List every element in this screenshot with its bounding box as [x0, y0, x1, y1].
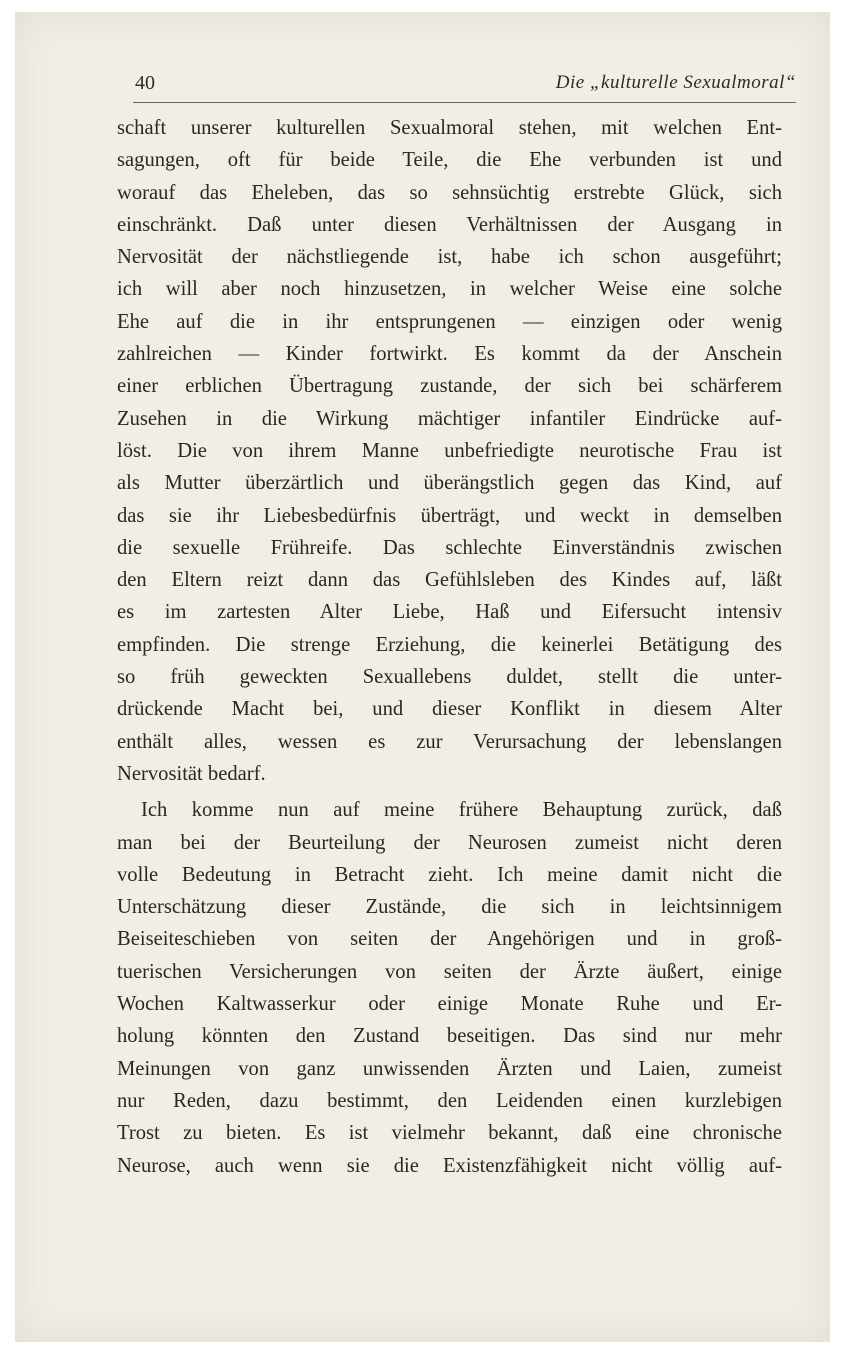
text-line: Trost zu bieten. Es ist vielmehr bekannt, daß eine chronische	[117, 1122, 782, 1145]
text-line: den Eltern reizt dann das Gefühlsleben des Kindes auf, läßt	[117, 569, 782, 592]
text-line: Meinungen von ganz unwissenden Ärzten und Laien, zumeist	[117, 1057, 782, 1080]
text-line: volle Bedeutung in Betracht zieht. Ich meine damit nicht die	[117, 863, 782, 886]
text-line: schaft unserer kulturellen Sexualmoral stehen, mit welchen Ent-	[117, 117, 782, 139]
text-line: löst. Die von ihrem Manne unbefriedigte neurotische Frau ist	[117, 439, 782, 462]
text-line: die sexuelle Frühreife. Das schlechte Einverständnis zwischen	[117, 536, 782, 559]
paragraph-2	[117, 794, 782, 1182]
text-line: tuerischen Versicherungen von seiten der Ärzte äußert, einige	[117, 960, 782, 983]
text-line: Nervosität bedarf.	[117, 762, 266, 785]
page-header	[133, 62, 796, 103]
text-line: drückende Macht bei, und dieser Konflikt in diesem Alter	[117, 698, 782, 721]
text-line: als Mutter überzärtlich und überängstlich gegen das Kind, auf	[117, 472, 782, 495]
text-line: es im zartesten Alter Liebe, Haß und Eifersucht intensiv	[117, 601, 782, 624]
text-line: man bei der Beurteilung der Neurosen zumeist nicht deren	[117, 831, 782, 854]
text-line: einer erblichen Übertragung zustande, der sich bei schärferem	[117, 375, 782, 398]
running-title: Die „kulturelle Sexualmoral“	[555, 72, 796, 93]
text-line: Neurose, auch wenn sie die Existenzfähigkeit nicht völlig auf-	[117, 1154, 782, 1177]
text-line: Zusehen in die Wirkung mächtiger infantiler Eindrücke auf-	[117, 407, 782, 430]
text-line: einschränkt. Daß unter diesen Verhältnissen der Ausgang in	[117, 213, 782, 236]
text-line: zahlreichen — Kinder fortwirkt. Es kommt da der Anschein	[117, 343, 782, 366]
text-line: Unterschätzung dieser Zustände, die sich in leichtsinnigem	[117, 896, 782, 919]
text-line: worauf das Eheleben, das so sehnsüchtig erstrebte Glück, sich	[117, 181, 782, 204]
text-line: empfinden. Die strenge Erziehung, die keinerlei Betätigung des	[117, 633, 782, 656]
text-line: das sie ihr Liebesbedürfnis überträgt, und weckt in demselben	[117, 504, 782, 527]
text-line: so früh geweckten Sexuallebens duldet, stellt die unter-	[117, 666, 782, 689]
text-line: Beiseiteschieben von seiten der Angehörigen und in groß-	[117, 928, 782, 951]
text-line: ich will aber noch hinzusetzen, in welcher Weise eine solche	[117, 278, 782, 301]
text-line: enthält alles, wessen es zur Verursachung der lebenslangen	[117, 730, 782, 753]
text-line: nur Reden, dazu bestimmt, den Leidenden einen kurzlebigen	[117, 1089, 782, 1112]
body-text	[117, 112, 782, 1182]
paragraph-1	[117, 112, 782, 790]
text-line: holung könnten den Zustand beseitigen. Das sind nur mehr	[117, 1025, 782, 1048]
page-number: 40	[135, 72, 155, 94]
text-line: Wochen Kaltwasserkur oder einige Monate Ruhe und Er-	[117, 993, 782, 1016]
text-line: sagungen, oft für beide Teile, die Ehe verbunden ist und	[117, 149, 782, 172]
text-line: Ehe auf die in ihr entsprungenen — einzigen oder wenig	[117, 310, 782, 333]
text-line: Nervosität der nächstliegende ist, habe ich schon ausgeführt;	[117, 246, 782, 269]
text-line: Ich komme nun auf meine frühere Behauptung zurück, daß	[141, 799, 782, 822]
